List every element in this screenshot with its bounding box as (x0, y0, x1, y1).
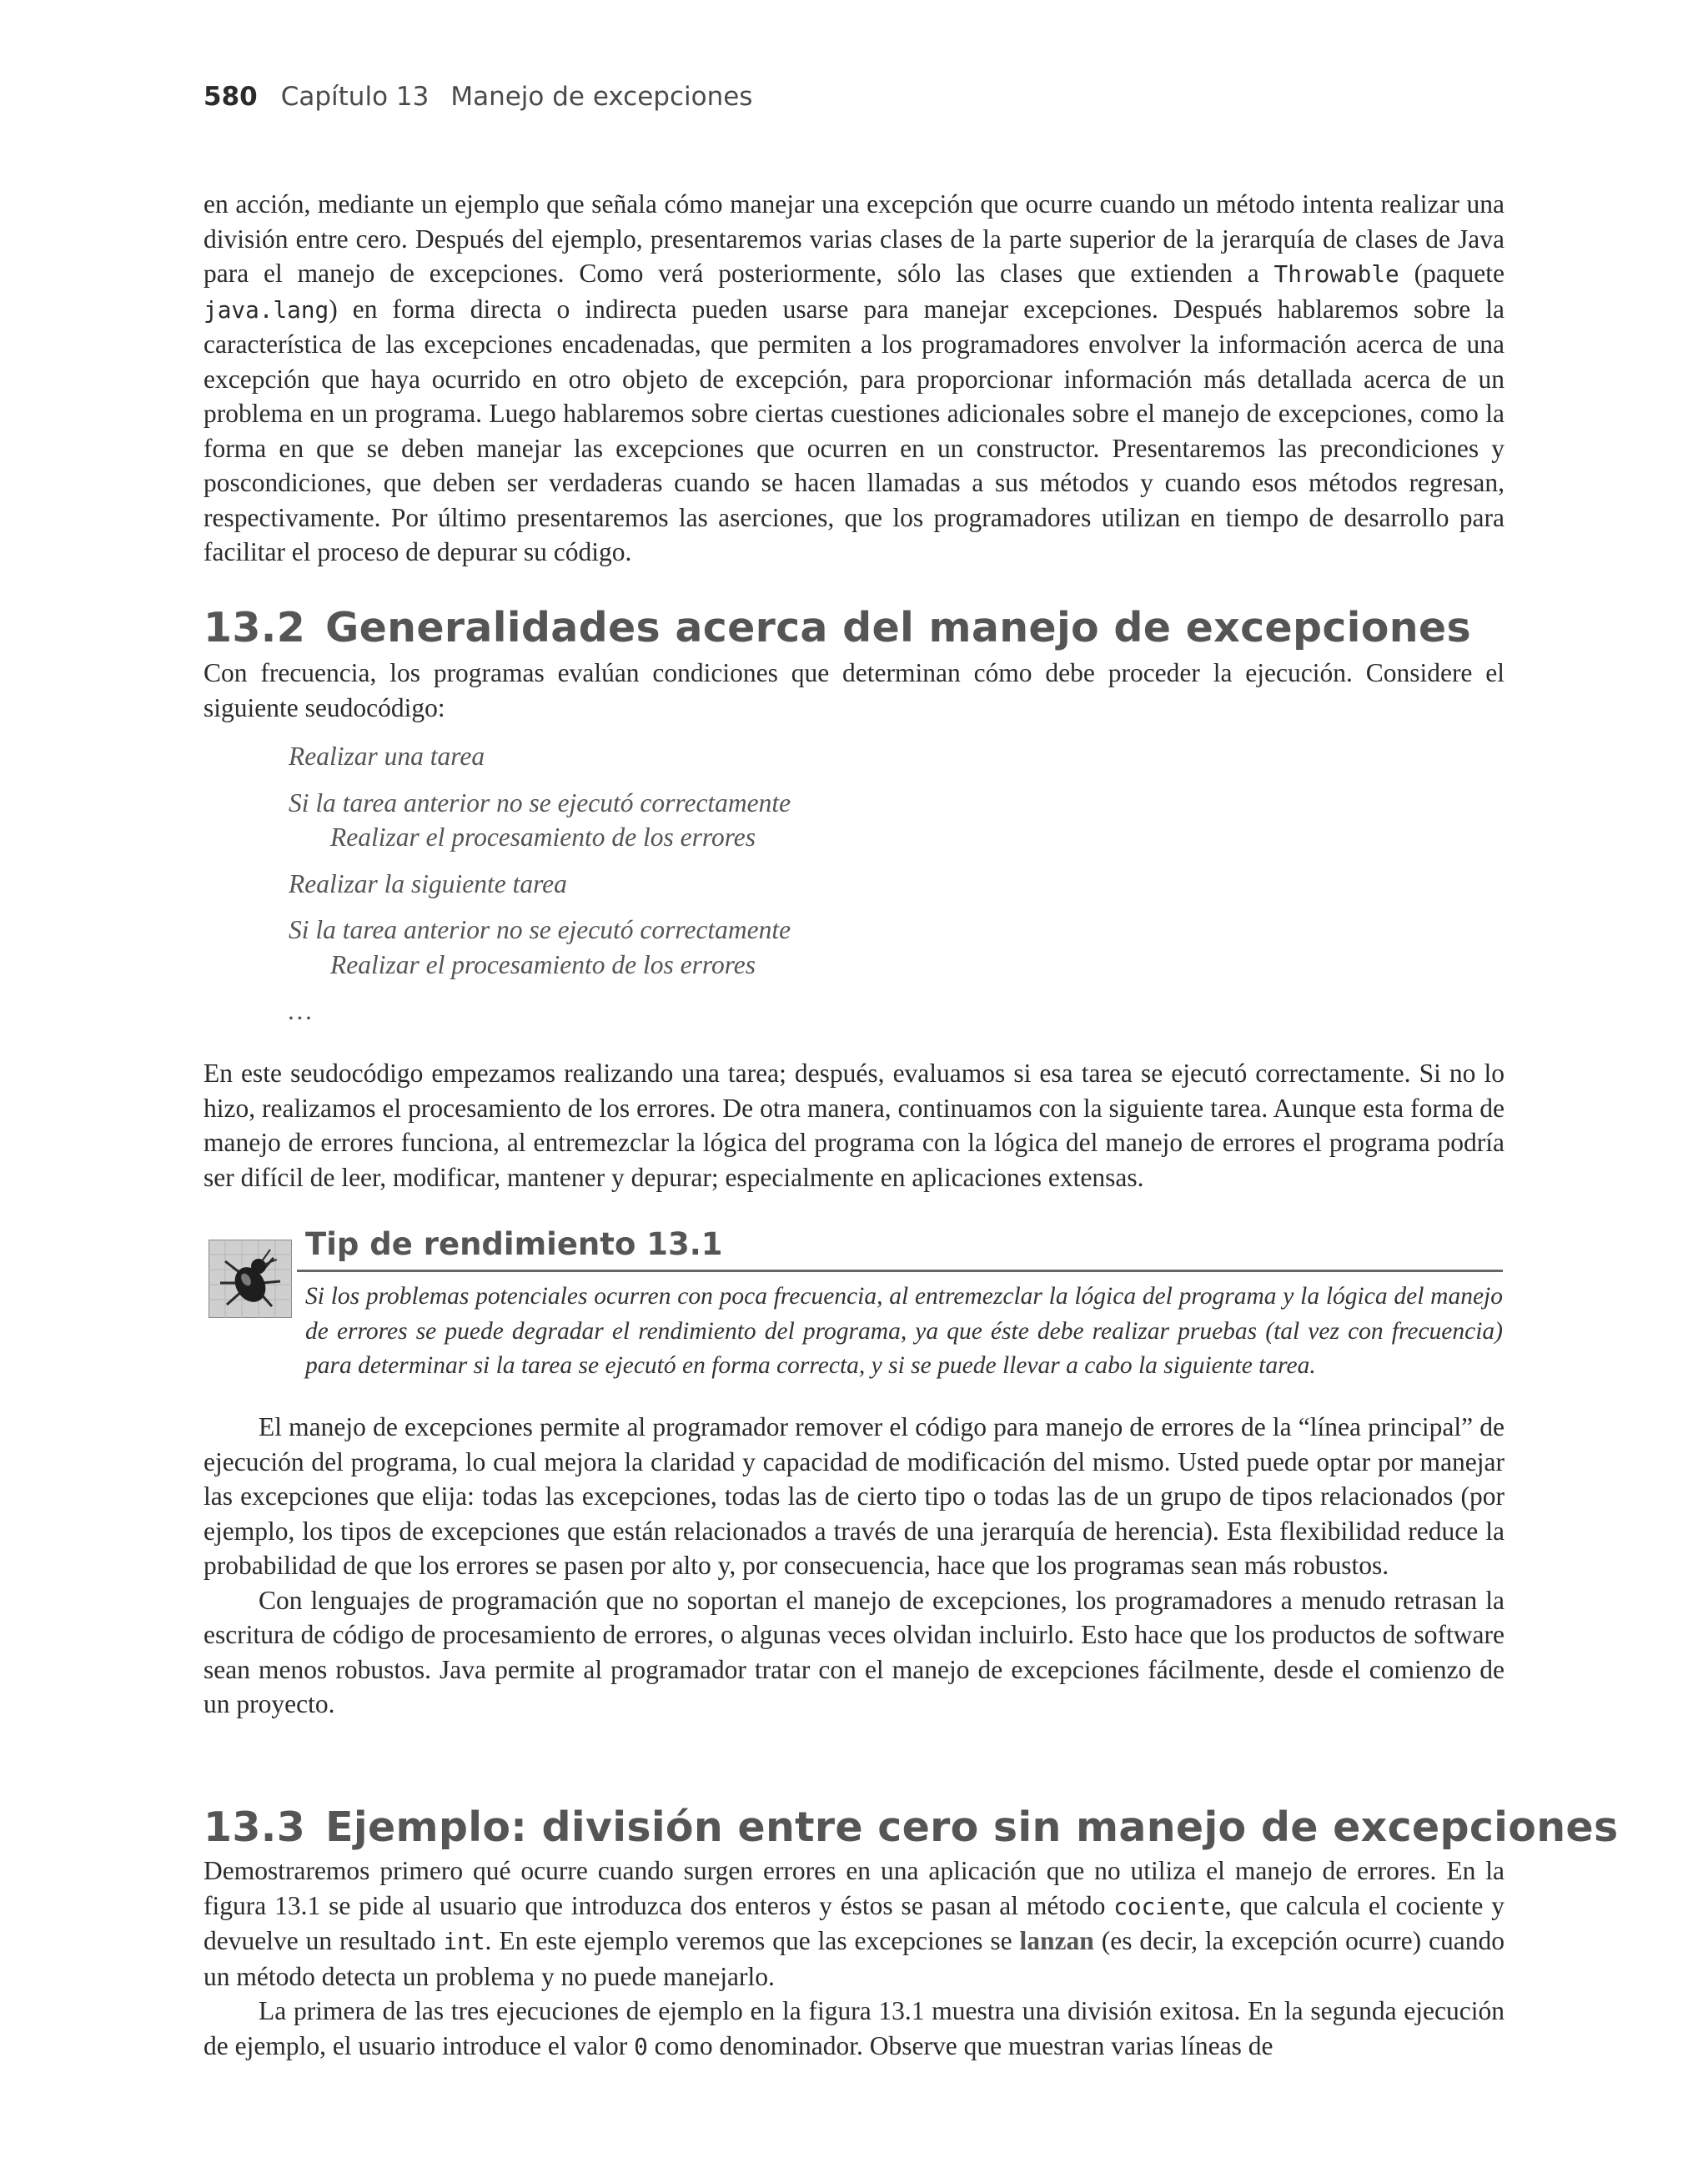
pseudocode-block (289, 739, 791, 1029)
tip-title: Tip de rendimiento 13.1 (305, 1226, 723, 1262)
section-title: Ejemplo: división entre cero sin manejo de excepciones (325, 1803, 1619, 1851)
tip-text: Si los problemas potenciales ocurren con poca frecuencia, al entremezclar la lógica del programa y la lógica del manejo de errores se puede degradar el rendimiento del programa, ya que éste debe realizar pruebas (tal vez con frecuencia) para determinar si la tarea se ejecutó en forma correcta, y si se puede llevar a cabo la siguiente tarea. (305, 1283, 1503, 1379)
tip-divider (297, 1270, 1503, 1272)
lead-paragraph: Con frecuencia, los programas evalúan condiciones que determinan cómo debe proceder la ejecución. Considere el siguiente seudocódigo: (203, 658, 1505, 722)
section-13-2-lead (203, 656, 1505, 725)
intro-paragraph (203, 187, 1505, 570)
pseudocode-line: Realizar la siguiente tarea (289, 868, 567, 898)
paragraph-text: En este seudocódigo empezamos realizando una tarea; después, evaluamos si esa tarea se ejecutó correctamente. Si no lo hizo, realizamos el procesamiento de los errores. De otra manera, continuamos con la siguiente tarea. Aunque esta forma de manejo de errores funciona, al entremezclar la lógica del programa con la lógica del manejo de errores el programa podría ser difícil de leer, modificar, mantener y depurar; especialmente en aplicaciones extensas. (203, 1059, 1505, 1192)
section-13-3-body (203, 1854, 1505, 2064)
section-heading-13-3 (203, 1803, 1618, 1851)
section-number: 13.2 (203, 604, 306, 651)
paragraph-text: Con lenguajes de programación que no soportan el manejo de excepciones, los programadores a menudo retrasan la escritura de código de procesamiento de errores, o algunas veces olvidan incluirlo. Esto hace que los productos de software sean menos robustos. Java permite al programador tratar con el manejo de excepciones fácilmente, desde el comienzo de un proyecto. (203, 1585, 1505, 1718)
section-heading-13-2 (203, 604, 1471, 651)
keyword-lanzan: lanzan (1019, 1926, 1094, 1955)
pseudocode-line: Realizar el procesamiento de los errores (330, 949, 756, 979)
chapter-title: Manejo de excepciones (450, 82, 753, 112)
section-13-2-body (203, 1410, 1505, 1722)
section-title: Generalidades acerca del manejo de excepciones (325, 604, 1471, 651)
paragraph-text: Demostraremos primero qué ocurre cuando surgen errores en una aplicación que no utiliza el manejo de errores. En la figura 13.1 se pide al usuario que introduzca dos enteros y éstos se pasan al método cociente, que calcula el cociente y devuelve un resultado int. En este ejemplo veremos que las excepciones se lanzan (es decir, la excepción ocurre) cuando un método detecta un problema y no puede manejarlo. (203, 1856, 1505, 1991)
pseudocode-line: Realizar una tarea (289, 742, 485, 771)
tip-box (305, 1280, 1503, 1384)
pseudocode-line: Si la tarea anterior no se ejecutó correctamente (289, 787, 791, 817)
page-number: 580 (203, 82, 258, 112)
paragraph-text: La primera de las tres ejecuciones de ejemplo en la figura 13.1 muestra una división exitosa. En la segunda ejecución de ejemplo, el usuario introduce el valor 0 como denominador. Observe que muestran varias líneas de (203, 1996, 1505, 2060)
intro-text-3: ) en forma directa o indirecta pueden usarse para manejar excepciones. Después hablaremos sobre la característica de las excepciones encadenadas, que permiten a los programadores envolver la información acerca de una excepción que haya ocurrido en otro objeto de excepción, para proporcionar información más detallada acerca de un problema en un programa. Luego hablaremos sobre ciertas cuestiones adicionales sobre el manejo de excepciones, como la forma en que se deben manejar las excepciones que ocurren en un constructor. Presentaremos las precondiciones y poscondiciones, que deben ser verdaderas cuando se hacen llamadas a sus métodos y cuando esos métodos regresan, respectivamente. Por último presentaremos las aserciones, que los programadores utilizan en tiempo de desarrollo para facilitar el proceso de depurar su código. (203, 294, 1505, 566)
after-pseudocode-paragraph (203, 1056, 1505, 1195)
code-int: int (443, 1928, 485, 1955)
intro-text-1: en acción, mediante un ejemplo que señala cómo manejar una excepción que ocurre cuando un método intenta realizar una división entre cero. Después del ejemplo, presentaremos varias clases de la parte superior de la jerarquía de clases de Java para el manejo de excepciones. Como verá posteriormente, sólo las clases que extienden a (203, 189, 1505, 288)
code-java-lang: java.lang (203, 295, 329, 324)
intro-text-2: (paquete (1399, 259, 1505, 288)
code-zero: 0 (634, 2032, 648, 2060)
code-throwable: Throwable (1273, 260, 1399, 288)
section-number: 13.3 (203, 1803, 306, 1851)
pseudocode-line: Si la tarea anterior no se ejecutó correctamente (289, 915, 791, 944)
pseudocode-ellipsis: … (289, 996, 313, 1025)
running-head (203, 82, 752, 112)
performance-bug-icon (208, 1240, 292, 1318)
chapter-label: Capítulo 13 (280, 82, 430, 112)
code-cociente: cociente (1113, 1892, 1225, 1920)
paragraph-text: El manejo de excepciones permite al programador remover el código para manejo de errores de la “línea principal” de ejecución del programa, lo cual mejora la claridad y capacidad de modificación del mismo. Usted puede optar por manejar las excepciones que elija: todas las excepciones, todas las de cierto tipo o todas las de un grupo de tipos relacionados (por ejemplo, los tipos de excepciones que están relacionados a través de una jerarquía de herencia). Esta flexibilidad reduce la probabilidad de que los errores se pasen por alto y, por consecuencia, hace que los programas sean más robustos. (203, 1412, 1505, 1580)
pseudocode-line: Realizar el procesamiento de los errores (330, 822, 756, 852)
